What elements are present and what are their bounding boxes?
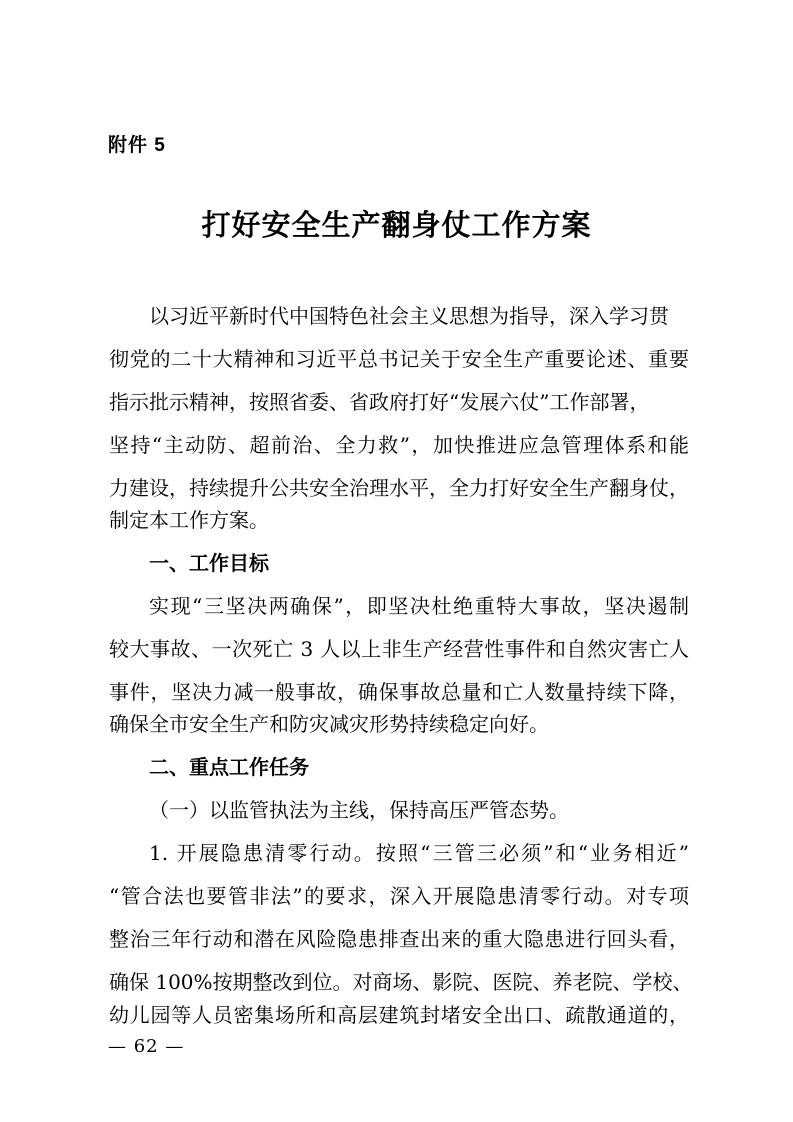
body-line: 实现“三坚决两确保”，即坚决杜绝重特大事故，坚决遏制 xyxy=(149,594,689,618)
document-title: 打好安全生产翻身仗工作方案 xyxy=(201,208,592,242)
body-line: 幼儿园等人员密集场所和高层建筑封堵安全出口、疏散通道的， xyxy=(109,1003,689,1027)
attachment-label: 附件 5 xyxy=(108,135,166,156)
body-line: 确保 100%按期整改到位。对商场、影院、医院、养老院、学校、 xyxy=(109,970,693,994)
body-line: 指示批示精神，按照省委、省政府打好“发展六仗”工作部署， xyxy=(109,390,650,414)
body-line: 彻党的二十大精神和习近平总书记关于安全生产重要论述、重要 xyxy=(109,347,689,371)
body-line: 1. 开展隐患清零行动。按照“三管三必须”和“业务相近” xyxy=(149,841,689,865)
body-line: 力建设，持续提升公共安全治理水平，全力打好安全生产翻身仗， xyxy=(109,476,689,500)
body-line: 坚持“主动防、超前治、全力救”，加快推进应急管理体系和能 xyxy=(109,433,689,457)
page-number: — 62 — xyxy=(108,1036,185,1057)
body-line: 以习近平新时代中国特色社会主义思想为指导，深入学习贯 xyxy=(149,304,669,328)
body-line: 确保全市安全生产和防灾减灾形势持续稳定向好。 xyxy=(109,712,549,736)
body-line: 较大事故、一次死亡 3 人以上非生产经营性事件和自然灾害亡人 xyxy=(109,637,689,661)
body-line: 整治三年行动和潜在风险隐患排查出来的重大隐患进行回头看， xyxy=(109,927,689,951)
section-heading-goals: 一、工作目标 xyxy=(149,551,269,575)
section-heading-tasks: 二、重点工作任务 xyxy=(149,755,309,779)
subsection-heading: （一）以监管执法为主线，保持高压严管态势。 xyxy=(149,798,569,822)
body-line: 制定本工作方案。 xyxy=(109,508,269,532)
body-line: “管合法也要管非法”的要求，深入开展隐患清零行动。对专项 xyxy=(109,884,689,908)
body-line: 事件，坚决力减一般事故，确保事故总量和亡人数量持续下降， xyxy=(109,680,689,704)
